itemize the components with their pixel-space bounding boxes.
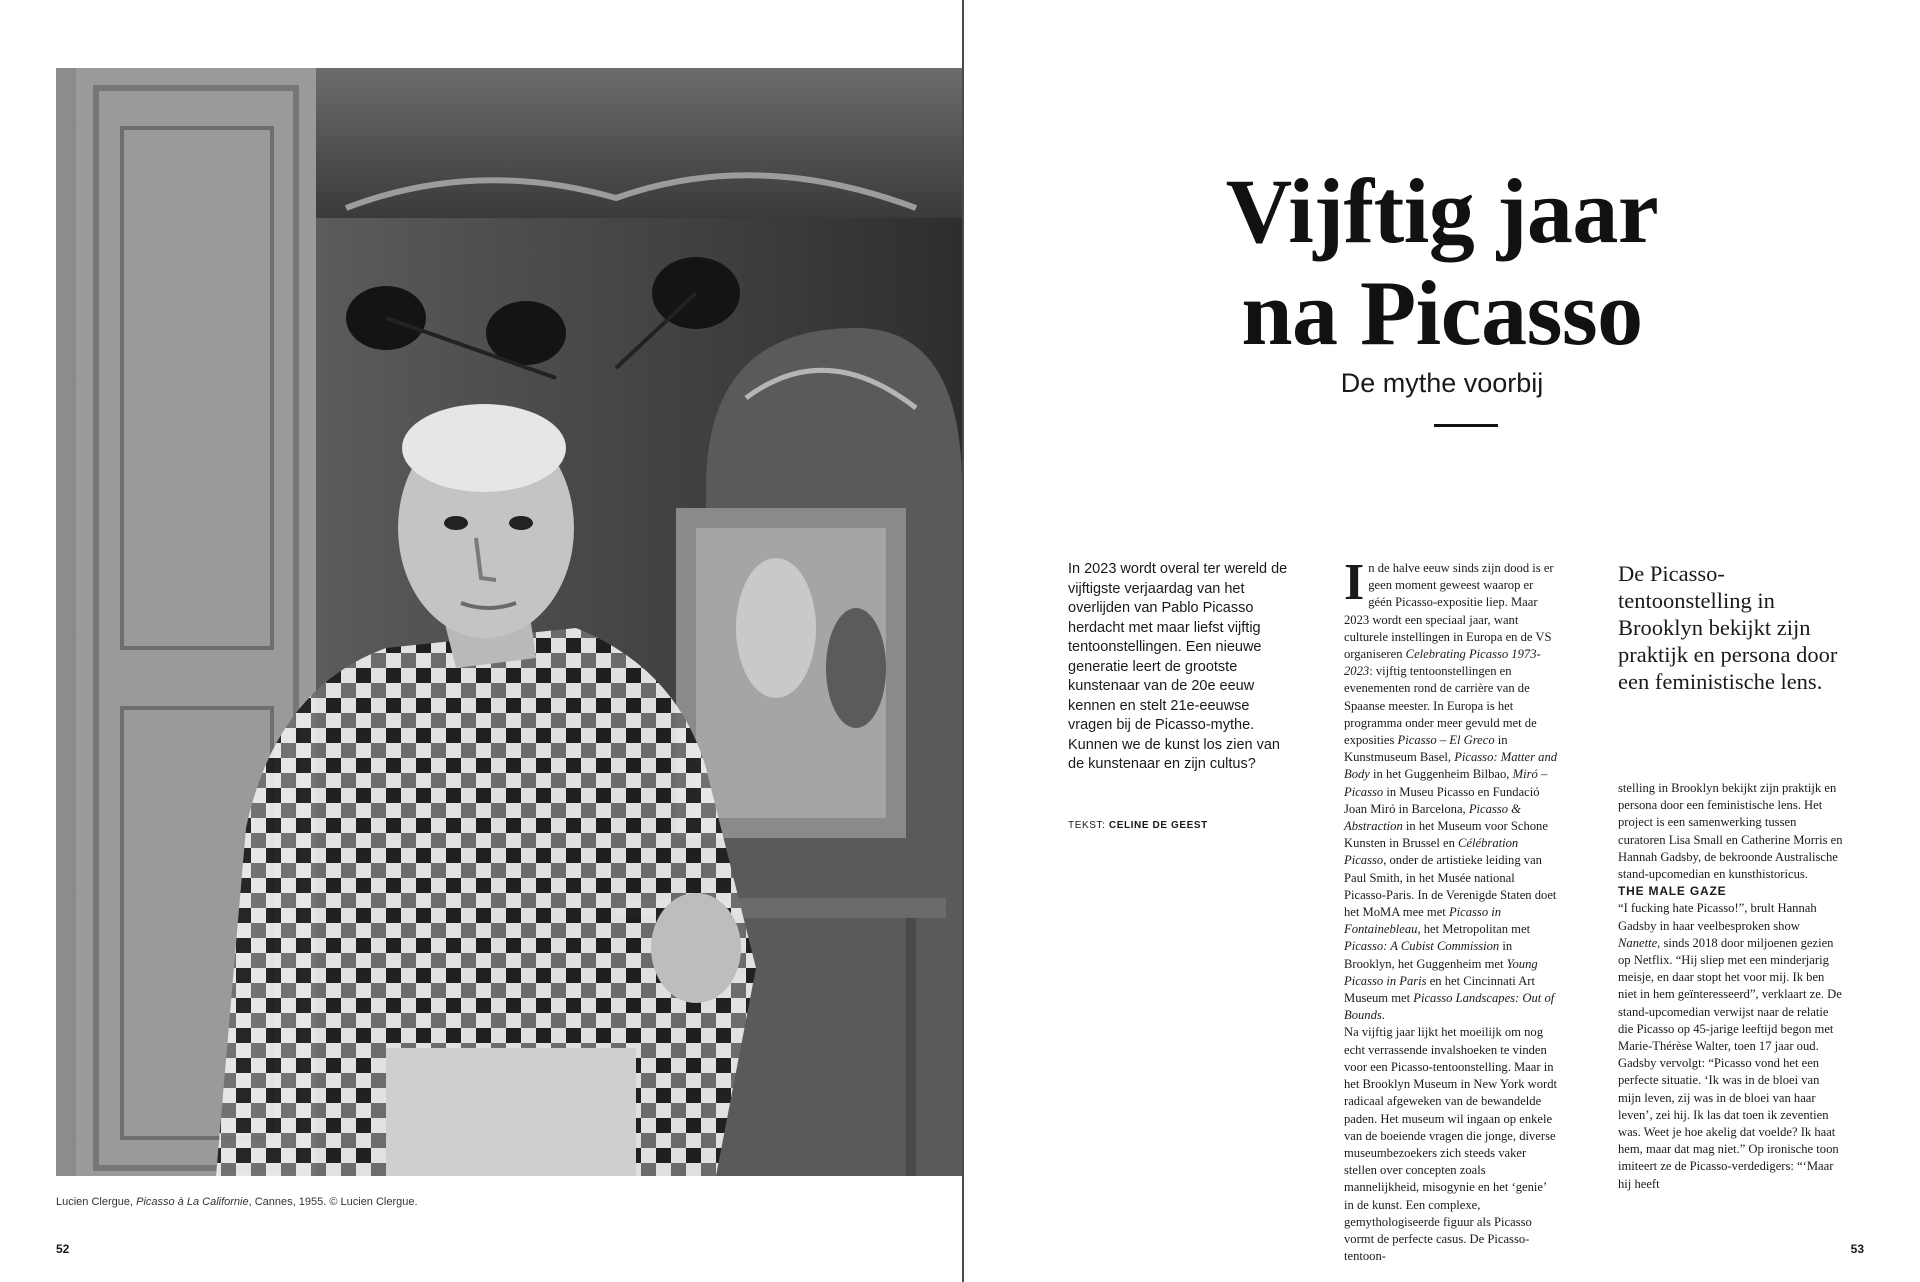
page-number-right: 53 — [1850, 1242, 1864, 1256]
exhibition-title: Picasso: A Cubist Commission — [1344, 939, 1500, 954]
article-subtitle: De mythe voorbij — [1340, 368, 1544, 398]
body-text: . — [1381, 1008, 1385, 1023]
exhibition-title: Picasso: Matter and Body — [1344, 750, 1558, 782]
body-paragraph-2: Na vijftig jaar lijkt het moeilijk om nog echt verrassende invalshoeken te vinden voor een Picasso-tentoonstelling. Maar in het Brooklyn Museum in New York wordt radicaal afgeweken van de bewandelde paden. Het museum wil ingaan op enkele van de boeiende vragen die jonge, diverse museumbezoekers zich steeds vaker stellen over concepten zoals mannelijkheid, misogynie en het ‘genie’ in de kunst. Een complexe, gemythologiseerde figuur als Picasso vormt de perfecte casus. De Picasso-tentoon- — [1344, 1025, 1558, 1264]
body-paragraph-3: stelling in Brooklyn bekijkt zijn praktijk en persona door een feministische lens. Het project is een samenwerking tussen curatoren Lisa Small en Catherine Morris en Hannah Gadsby, de bekroonde Australische stand-upcomedian en kunsthistoricus. — [1618, 781, 1843, 882]
caption-work: Picasso à La Californie — [136, 1196, 249, 1208]
caption-credit: , Cannes, 1955. © Lucien Clergue. — [248, 1196, 418, 1208]
exhibition-title: Picasso in Fontainebleau — [1344, 905, 1502, 937]
body-column-1 — [1344, 554, 1558, 1264]
title-line-2: na Picasso — [1241, 262, 1643, 364]
body-text: in het Museum voor Schone Kunsten in Brussel en — [1344, 819, 1548, 851]
title-rule — [1434, 424, 1498, 427]
drop-cap: I — [1344, 554, 1365, 611]
page-number-left: 52 — [56, 1242, 70, 1256]
body-text: en het Cincinnati Art Museum met — [1344, 973, 1535, 1006]
caption-artist: Lucien Clergue, — [56, 1196, 137, 1208]
title-line-1: Vijftig jaar — [1225, 160, 1659, 262]
body-text: , sinds 2018 door miljoenen gezien op Netflix. “Hij sliep met een minderjarig meisje, en daar stopt het voor mij. Ik ben niet in hem geïnteresseerd”, verklaart ze. De stand-upcomedian verwijst naar de relatie die Picasso op 45-jarige leeftijd begon met Marie-Thérèse Walter, toen 17 jaar oud. Gadsby vervolgt: “Picasso vond het een perfecte situatie. ‘Ik was in de bloei van mijn leven, zij was in de bloei van haar leven’, zei hij. Ik las dat toen ik zeventien was. Weet je hoe akelig dat voelde? Ik haat hem, maar dat mag niet.” Op ironische toon imiteert ze de Picasso-verdedigers: “‘Maar hij heeft — [1618, 935, 1842, 1191]
exhibition-title: Young Picasso in Paris — [1344, 956, 1538, 988]
body-paragraph-1 — [1344, 554, 1558, 1024]
body-text: in het Guggenheim Bilbao, — [1369, 767, 1513, 782]
byline — [1068, 820, 1208, 831]
intro-paragraph: In 2023 wordt overal ter wereld de vijftigste verjaardag van het overlijden van Pablo Picasso herdacht met maar liefst vijftig tentoonstellingen. Een nieuwe generatie leert de grootste kunstenaar van de 20e eeuw kennen en stelt 21e-eeuwse vragen bij de Picasso-mythe. Kunnen we de kunst los zien van de kunstenaar en zijn cultus? — [1068, 561, 1288, 772]
body-column-2 — [1618, 780, 1844, 1193]
byline-label: TEKST: — [1068, 820, 1109, 831]
right-page — [964, 0, 1920, 1282]
body-text: in Brooklyn, het Guggenheim met — [1344, 939, 1513, 971]
photo-caption — [56, 1196, 418, 1208]
body-text: : vijftig tentoonstellingen en evenementen rond de carrière van de Spaanse meester. In Europa is het programma onder meer gevuld met de exposities — [1344, 664, 1537, 748]
show-title: Nanette — [1618, 935, 1658, 950]
body-paragraph-4 — [1618, 900, 1844, 1192]
body-text: , onder de artistieke leiding van Paul Smith, in het Musée national Picasso-Paris. In de Verenigde Staten doet het MoMA mee met — [1344, 853, 1557, 920]
body-text: , het Metropolitan met — [1417, 922, 1531, 937]
pull-quote: De Picasso-tentoonstelling in Brooklyn bekijkt zijn praktijk en persona door een feministische lens. — [1618, 561, 1838, 694]
portrait-photo — [56, 68, 962, 1176]
exhibition-title: Miró – Picasso — [1344, 767, 1548, 799]
exhibition-title: Célébration Picasso — [1344, 836, 1519, 868]
byline-author: CELINE DE GEEST — [1108, 820, 1208, 831]
exhibition-title: Picasso – El Greco — [1397, 733, 1495, 748]
body-text: in Kunstmuseum Basel, — [1344, 733, 1508, 765]
exhibition-title: Celebrating Picasso 1973-2023 — [1344, 647, 1541, 679]
body-text: “I fucking hate Picasso!”, brult Hannah Gadsby in haar veelbesproken show — [1618, 901, 1817, 933]
exhibition-title: Picasso & Abstraction — [1344, 801, 1521, 834]
article-title — [964, 160, 1920, 364]
body-text: n de halve eeuw sinds zijn dood is er geen moment geweest waarop er géén Picasso-expositie liep. Maar 2023 wordt een speciaal jaar, want culturele instellingen in Europa en de VS organiseren — [1344, 561, 1554, 662]
photo-illustration — [56, 68, 962, 1176]
exhibition-title: Picasso Landscapes: Out of Bounds — [1344, 991, 1555, 1023]
section-subhead: THE MALE GAZE — [1618, 884, 1727, 899]
body-text: in Museu Picasso en Fundació Joan Miró in Barcelona, — [1344, 784, 1540, 816]
